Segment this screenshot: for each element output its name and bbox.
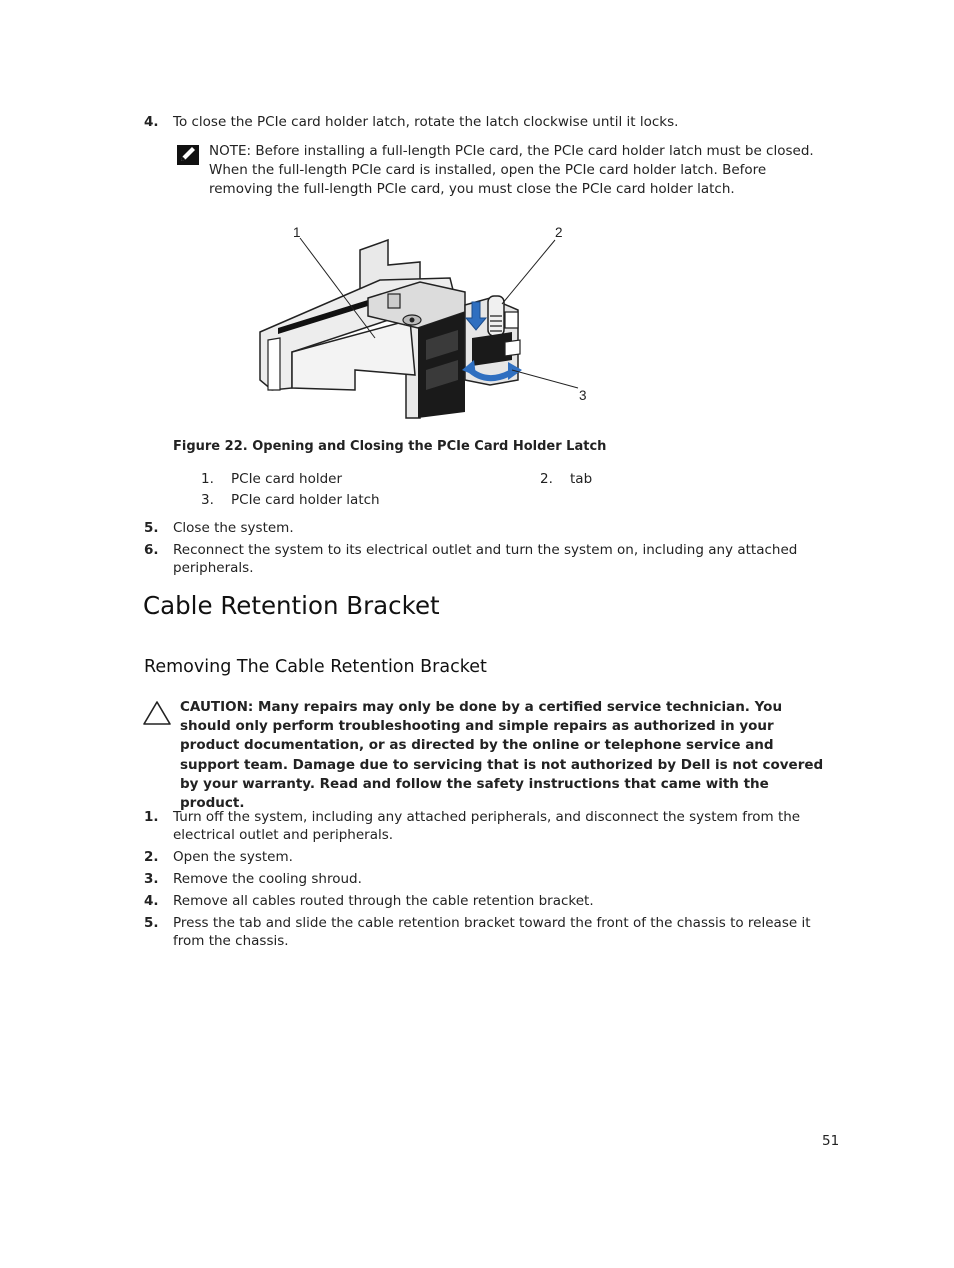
step-5 xyxy=(144,519,844,539)
legend-item-2 xyxy=(540,471,553,487)
step-c-4 xyxy=(144,892,844,912)
note-label: NOTE: xyxy=(209,143,252,159)
legend-item-3 xyxy=(201,492,214,508)
callout-3: 3 xyxy=(579,388,587,403)
note-body: Before installing a full-length PCIe card, the PCIe card holder latch must be closed. When the full-length PCIe card is installed, open the PCIe card holder latch. Before removing the full-length PCIe card, you must close the PCIe card holder latch. xyxy=(209,143,814,197)
warning-triangle-icon xyxy=(142,700,172,726)
section-title: Cable Retention Bracket xyxy=(143,591,440,620)
step-number: 4. xyxy=(144,114,159,130)
step-number: 6. xyxy=(144,542,159,558)
step-text: To close the PCIe card holder latch, rotate the latch clockwise until it locks. xyxy=(173,114,679,130)
step-number: 4. xyxy=(144,893,159,909)
step-number: 5. xyxy=(144,915,159,931)
step-text: Press the tab and slide the cable retention bracket toward the front of the chassis to release it from the chassis. xyxy=(173,915,811,949)
step-text: Reconnect the system to its electrical outlet and turn the system on, including any attached peripherals. xyxy=(173,542,798,576)
pcie-card-holder-figure xyxy=(250,220,610,425)
step-text: Close the system. xyxy=(173,520,294,536)
callout-2: 2 xyxy=(555,225,563,240)
legend-label-1: PCIe card holder xyxy=(231,471,343,487)
legend-label-3: PCIe card holder latch xyxy=(231,492,380,508)
legend-number: 3. xyxy=(201,492,214,508)
step-number: 2. xyxy=(144,849,159,865)
step-text: Turn off the system, including any attached peripherals, and disconnect the system from the electrical outlet and peripherals. xyxy=(173,809,801,843)
step-text: Remove all cables routed through the cable retention bracket. xyxy=(173,893,594,909)
legend-number: 1. xyxy=(201,471,214,487)
step-text: Open the system. xyxy=(173,849,293,865)
step-number: 5. xyxy=(144,520,159,536)
caution-text: CAUTION: Many repairs may only be done by a certified service technician. You should only perform troubleshooting and simple repairs as authorized in your product documentation, or as directed by the online or telephone service and support team. Damage due to servicing that is not authorized by Dell is not covered by your warranty. Read and follow the safety instructions that came with the product. xyxy=(180,699,824,812)
step-number: 1. xyxy=(144,809,159,825)
step-c-2 xyxy=(144,848,844,868)
legend-number: 2. xyxy=(540,471,553,487)
step-4 xyxy=(144,113,844,133)
subsection-title: Removing The Cable Retention Bracket xyxy=(144,657,487,677)
step-6 xyxy=(144,541,844,581)
figure-caption: Figure 22. Opening and Closing the PCIe Card Holder Latch xyxy=(173,439,607,454)
legend-item-1 xyxy=(201,471,214,487)
page-number: 51 xyxy=(822,1133,840,1149)
step-text: Remove the cooling shroud. xyxy=(173,871,362,887)
step-number: 3. xyxy=(144,871,159,887)
step-c-5 xyxy=(144,914,844,954)
note-text xyxy=(209,142,834,199)
legend-label-2: tab xyxy=(570,471,593,487)
callout-1: 1 xyxy=(293,225,301,240)
step-c-1 xyxy=(144,808,844,848)
note-pencil-icon xyxy=(176,144,200,166)
step-c-3 xyxy=(144,870,844,890)
